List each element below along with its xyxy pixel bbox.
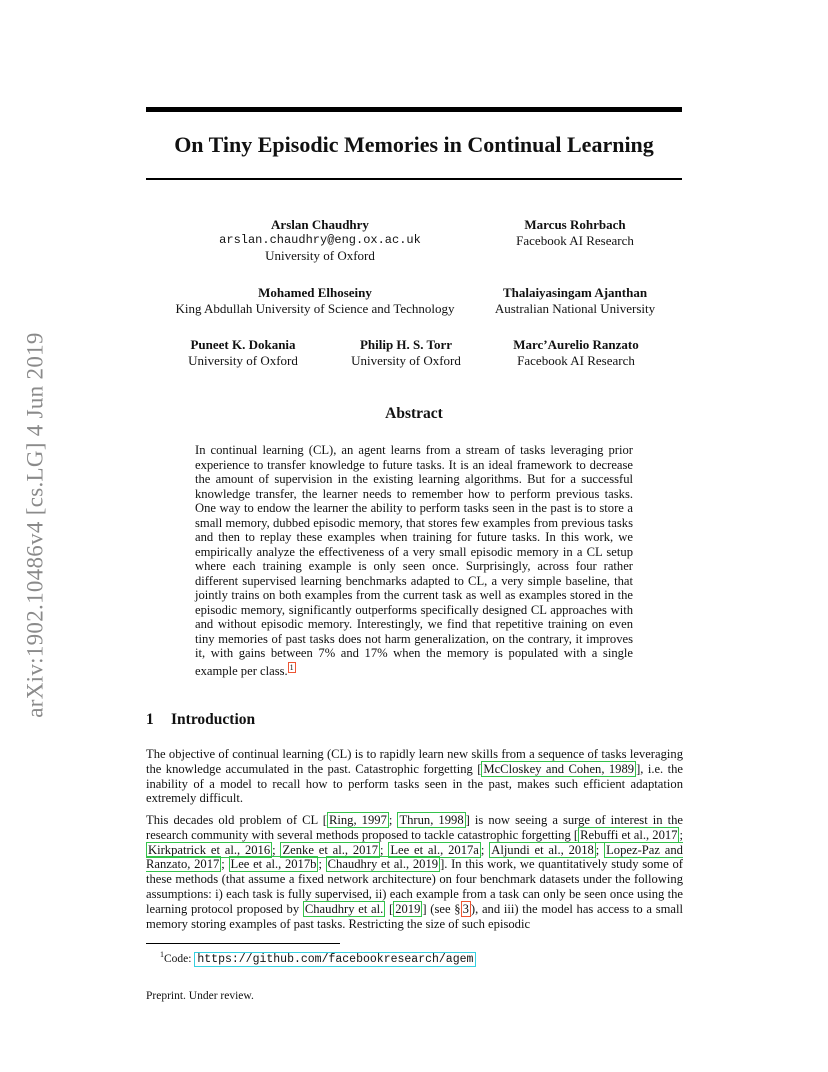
author-affiliation: Australian National University [494,300,656,316]
paragraph-text: ], i.e. the inability of a model to recall how to perform tasks seen in the past, makes such efficient adaptation extremely difficult. [146,761,683,806]
footnote-mark: 1 [160,950,164,959]
author-affiliation: King Abdullah University of Science and Technology [175,300,455,316]
citation-link[interactable]: Lee et al., 2017a [390,842,479,857]
author-block-torr [336,337,476,368]
paragraph-text: ] (see § [422,901,461,916]
paragraph-text: ]. In this work, we quantitatively study some of these methods (that assume a fixed network architecture) on four benchmark datasets under the following assumptions: i) each task is fully supervised, ii) each example from a task can only be seen once using the learning protocol proposed by [146,857,683,916]
arxiv-identifier: arXiv:1902.10486v4 [cs.LG] 4 Jun 2019 [23,332,49,718]
author-name: Marc’Aurelio Ranzato [513,337,639,352]
author-name: Puneet K. Dokania [190,337,296,352]
section-number: 1 [146,711,154,728]
author-block-chaudhry [200,217,440,264]
author-name: Mohamed Elhoseiny [258,285,372,300]
preprint-note: Preprint. Under review. [146,990,254,1002]
footnote [160,948,476,967]
paragraph-text: ; [272,842,281,857]
paragraph-text: ; [380,842,389,857]
paragraph-text: This decades old problem of CL [ [146,813,327,827]
author-block-dokania [173,337,313,368]
paragraph-text: The objective of continual learning (CL) is to rapidly learn new skills from a sequence of tasks leveraging the knowledge accumulated in the past. Catastrophic forgetting [ [146,747,683,776]
citation-link[interactable]: Thrun, 1998 [399,813,464,827]
author-name: Arslan Chaudhry [271,217,369,232]
paragraph-text: ; [480,842,490,857]
citation-link[interactable]: Chaudhry et al., 2019 [327,857,439,872]
citation-link[interactable]: Zenke et al., 2017 [282,842,379,857]
author-block-ranzato [486,337,666,368]
paragraph-text: ] is now seeing a surge of interest in the research community with several methods proposed to tackle catastrophic forgetting [ [146,813,683,842]
paragraph-text: ; [221,857,229,872]
author-affiliation: Facebook AI Research [516,232,634,248]
abstract-text: In continual learning (CL), an agent learns from a stream of tasks leveraging prior experience to transfer knowledge to future tasks. It is an ideal framework to decrease the amount of supervision in the existing learning algorithms. But for a successful knowledge transfer, the learner needs to remember how to perform previous tasks. One way to endow the learner the ability to perform tasks seen in the past is to store a small memory, dubbed episodic memory, that stores few examples from previous tasks and then to replay these examples when training for future tasks. In this work, we empirically analyze the effectiveness of a very small episodic memory in a CL setup where each training example is only seen once. Surprisingly, across four rather different supervised learning benchmarks adapted to CL, a very simple baseline, that jointly trains on both examples from the current task as well as examples stored in the episodic memory, significantly outperforms specifically designed CL approaches with and without episodic memory. Interestingly, we find that repetitive training on even tiny memories of past tasks does not harm generalization, on the contrary, it improves it, with gains between 7% and 17% when the memory is populated with a single example per class. [195,443,633,678]
footnote-label: Code: [164,952,195,965]
citation-link[interactable]: Ring, 1997 [328,813,387,827]
paragraph-text: ), and iii) the model has access to a small memory storing examples of past tasks. Restricting the size of such episodic [146,901,684,931]
author-name: Philip H. S. Torr [359,337,453,352]
title-top-rule [146,107,682,112]
intro-paragraph-1 [146,747,683,806]
citation-link[interactable]: Chaudhry et al. [304,901,384,916]
paper-title: On Tiny Episodic Memories in Continual Learning [174,132,654,157]
footnote-divider [146,943,340,944]
paragraph-text: ; [595,842,605,857]
author-affiliation: University of Oxford [265,248,375,263]
author-name: Thalaiyasingam Ajanthan [502,285,648,300]
author-affiliation: Facebook AI Research [517,352,635,368]
abstract-body [195,443,633,678]
arxiv-side-stamp [18,295,54,755]
author-affiliation: University of Oxford [351,352,461,368]
citation-link[interactable]: Aljundi et al., 2018 [491,842,594,857]
citation-link[interactable]: Rebuffi et al., 2017 [580,827,678,842]
citation-link[interactable]: McCloskey and Cohen, 1989 [483,761,635,776]
title-bottom-rule [146,178,682,180]
intro-paragraph-2 [146,813,683,931]
citation-link[interactable]: Lee et al., 2017b [230,857,317,872]
paragraph-text: ; [318,857,326,872]
section-heading-introduction [146,711,255,729]
footnote-link[interactable]: 1 [289,662,294,672]
section-ref-link[interactable]: 3 [462,901,469,916]
author-block-ajanthan [470,285,680,316]
author-email[interactable]: arslan.chaudhry@eng.ox.ac.uk [219,232,421,247]
code-url-link[interactable]: https://github.com/facebookresearch/agem [194,952,476,967]
author-block-elhoseiny [160,285,470,316]
author-block-rohrbach [470,217,680,248]
citation-link[interactable]: Kirkpatrick et al., 2016 [148,842,271,857]
paragraph-text: ; [679,827,683,842]
paragraph-text: [ [385,901,394,916]
citation-link[interactable]: Lopez-Paz and Ranzato, 2017 [146,842,683,872]
citation-link[interactable]: 2019 [395,901,421,916]
paragraph-text: ; [388,813,398,827]
section-title: Introduction [171,711,256,728]
author-affiliation: University of Oxford [188,352,298,368]
abstract-heading: Abstract [385,405,443,422]
author-name: Marcus Rohrbach [524,217,626,232]
